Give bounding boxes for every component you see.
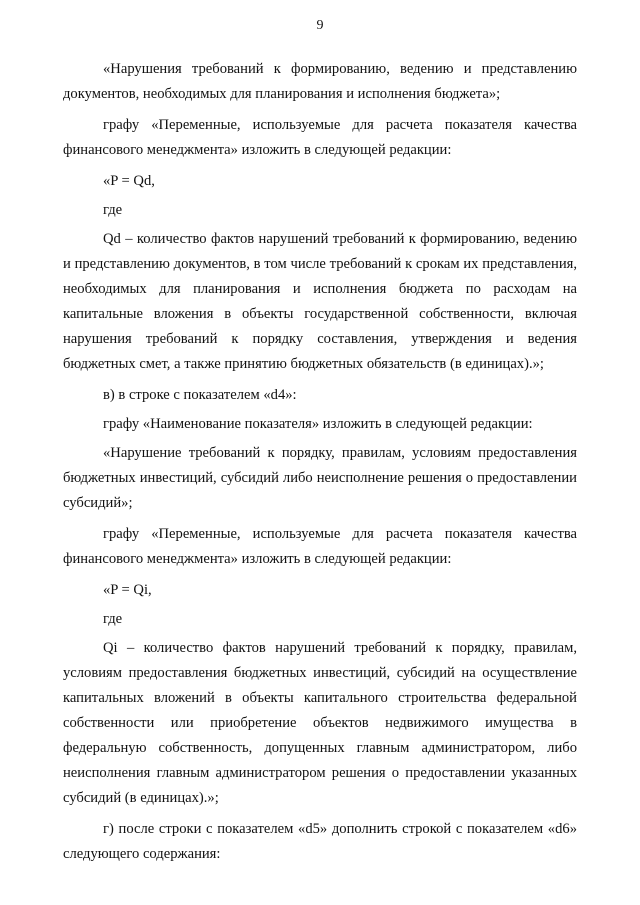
- quote-violations-heading: «Нарушения требований к формированию, ведению и представлению документов, необходимых для планирования и исполнения бюджета»;: [63, 61, 577, 102]
- quote-violation-requirements: «Нарушение требований к порядку, правилам, условиям предоставления бюджетных инвестиций, субсидий либо неисполнение решения о предоставлении субсидий»;: [63, 445, 577, 511]
- where-label-1: где: [103, 202, 123, 218]
- page-number: 9: [316, 18, 324, 33]
- qd-definition: Qd – количество фактов нарушений требований к формированию, ведению и представлению документов, в том числе требований к срокам их представления, необходимых для планирования и исполнения бюджета по расходам на капитальные вложения в объекты государственной собственности, включая нарушения требований к порядку составления, утверждения и ведения бюджетных смет, а также принятию бюджетных обязательств (в единицах).»;: [63, 231, 577, 372]
- variables-column-instruction-2: графу «Переменные, используемые для расчета показателя качества финансового менеджмента» изложить в следующей редакции:: [63, 526, 577, 567]
- variables-column-instruction-1: графу «Переменные, используемые для расчета показателя качества финансового менеджмента» изложить в следующей редакции:: [63, 117, 577, 158]
- formula-p-qd: «P = Qd,: [103, 173, 155, 189]
- item-g-d6: г) после строки с показателем «d5» дополнить строкой с показателем «d6» следующего содержания:: [63, 821, 577, 862]
- qi-definition: Qi – количество фактов нарушений требований к порядку, правилам, условиям предоставления бюджетных инвестиций, субсидий на осуществление капитальных вложений в объекты капитального строительства федеральной собственности или приобретение объектов недвижимого имущества в федеральную собственность, допущенных главным администратором, либо неисполнения главным администратором решения о предоставлении указанных субсидий (в единицах).»;: [63, 640, 577, 806]
- indicator-name-column-instruction: графу «Наименование показателя» изложить в следующей редакции:: [103, 416, 533, 432]
- item-v-d4: в) в строке с показателем «d4»:: [103, 387, 297, 403]
- document-body: [63, 57, 577, 873]
- formula-p-qi: «P = Qi,: [103, 582, 152, 598]
- where-label-2: где: [103, 611, 123, 627]
